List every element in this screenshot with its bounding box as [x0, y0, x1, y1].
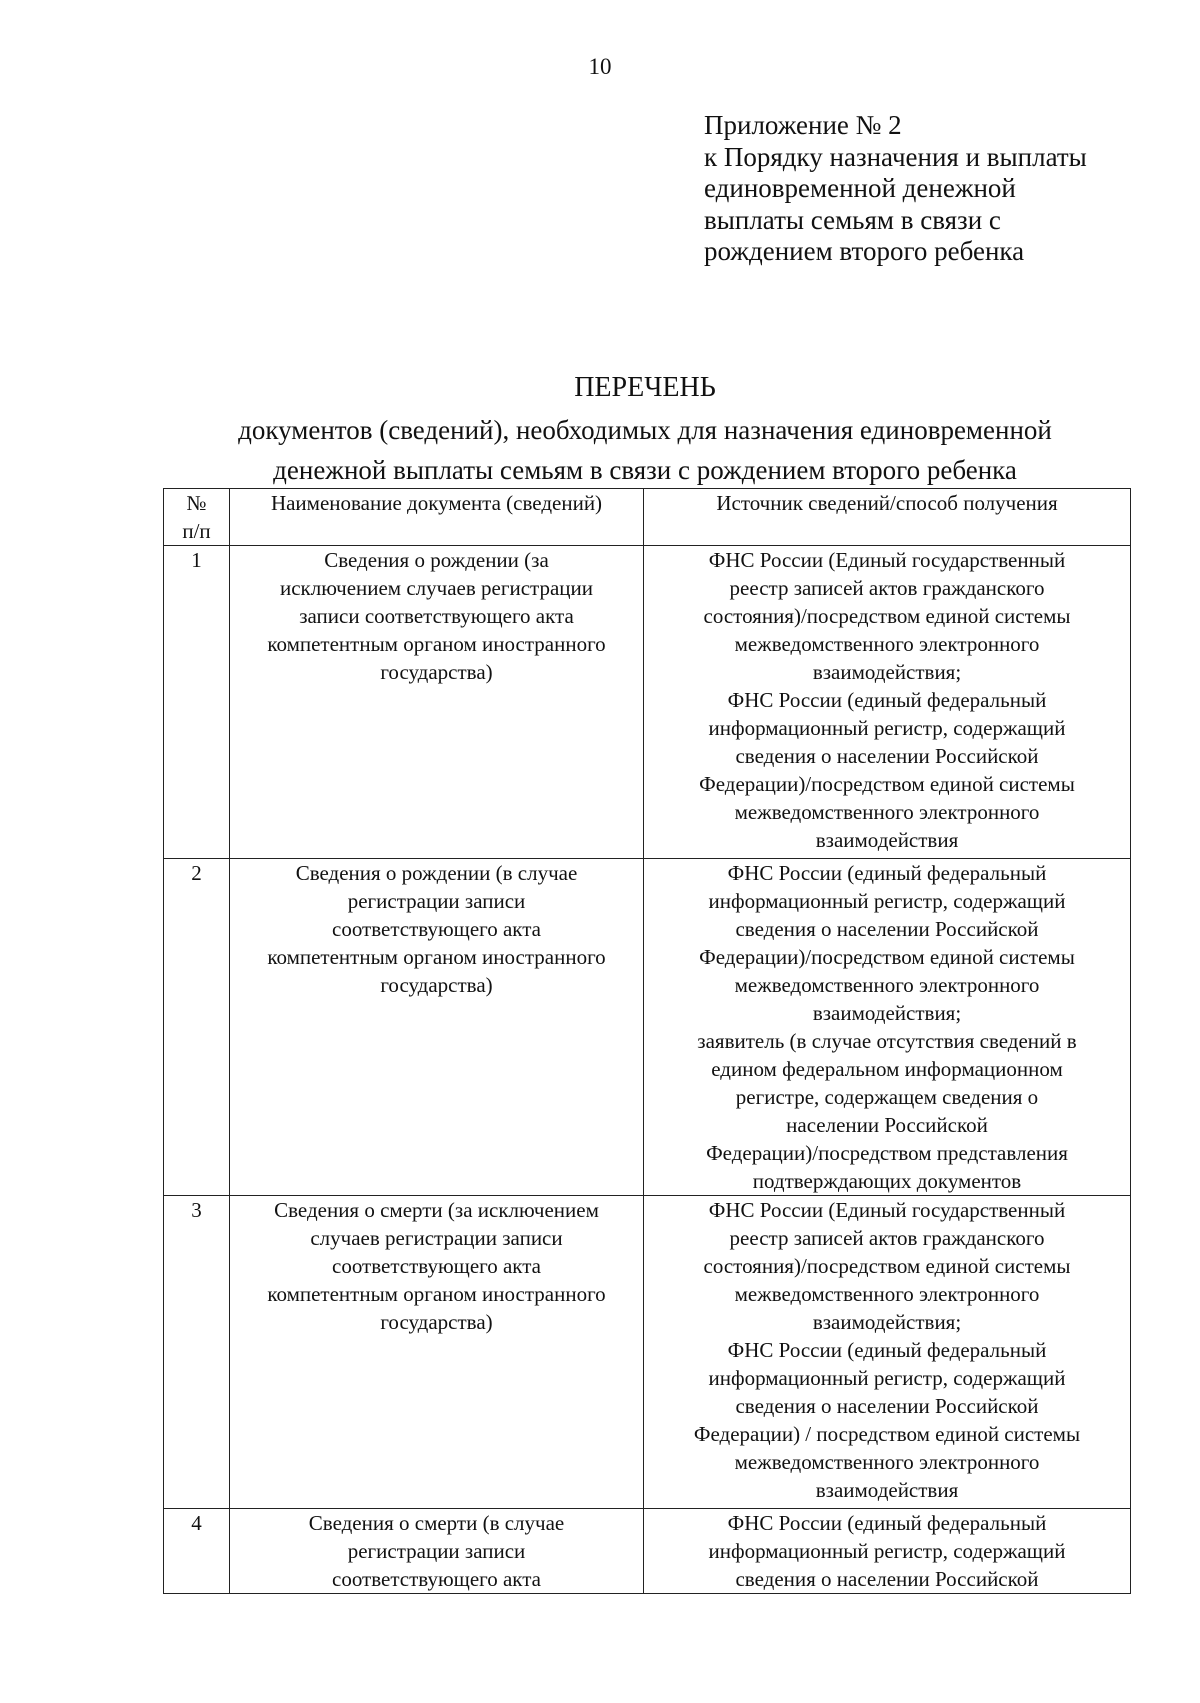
- header-num-line: №: [186, 491, 207, 515]
- document-name-line: государства): [380, 1310, 493, 1334]
- source-line: взаимодействия: [815, 1478, 959, 1502]
- subtitle-line: документов (сведений), необходимых для назначения единовременной: [238, 415, 1052, 445]
- document-name-line: соответствующего акта: [332, 1254, 541, 1278]
- cell-document-name: [230, 859, 644, 1196]
- cell-num: [164, 1509, 230, 1594]
- source-line: ФНС России (единый федеральный: [727, 861, 1047, 885]
- source-line: информационный регистр, содержащий: [708, 1539, 1066, 1563]
- table-row: [164, 1196, 1131, 1509]
- header-num: [164, 489, 230, 546]
- row-number: 3: [191, 1198, 202, 1222]
- source-line: информационный регистр, содержащий: [708, 1366, 1066, 1390]
- cell-num: [164, 1196, 230, 1509]
- document-name-line: компетентным органом иностранного: [267, 632, 606, 656]
- source-line: межведомственного электронного: [734, 800, 1040, 824]
- source-line: сведения о населении Российской: [735, 1567, 1039, 1591]
- header-name-line: Наименование документа (сведений): [270, 491, 603, 515]
- appendix-line: к Порядку назначения и выплаты: [704, 141, 1087, 172]
- source-line: информационный регистр, содержащий: [708, 889, 1066, 913]
- table-row: [164, 546, 1131, 859]
- document-name-line: соответствующего акта: [332, 1567, 541, 1591]
- row-number: 2: [191, 861, 202, 885]
- row-number: 4: [191, 1511, 202, 1535]
- document-name-line: компетентным органом иностранного: [267, 945, 606, 969]
- appendix-line: единовременной денежной: [704, 173, 1016, 203]
- source-line: ФНС России (единый федеральный: [727, 1338, 1047, 1362]
- appendix-note: [704, 110, 1174, 268]
- source-line: реестр записей актов гражданского: [729, 1226, 1045, 1250]
- document-name-line: Сведения о смерти (за исключением: [274, 1198, 599, 1222]
- source-line: ФНС России (Единый государственный: [708, 548, 1066, 572]
- header-name: [230, 489, 644, 546]
- source-line: информационный регистр, содержащий: [708, 716, 1066, 740]
- document-name-line: регистрации записи: [347, 1539, 526, 1563]
- document-name-line: исключением случаев регистрации: [280, 576, 593, 600]
- document-name-line: государства): [380, 660, 493, 684]
- appendix-line: выплаты семьям в связи с: [704, 204, 1001, 235]
- document-name-line: государства): [380, 973, 493, 997]
- header-num-line: п/п: [182, 519, 211, 543]
- appendix-line: рождением второго ребенка: [704, 236, 1025, 266]
- subtitle-line: денежной выплаты семьям в связи с рождением второго ребенка: [273, 455, 1017, 485]
- source-line: межведомственного электронного: [734, 973, 1040, 997]
- source-line: Федерации) / посредством единой системы: [693, 1422, 1081, 1446]
- header-source-line: Источник сведений/способ получения: [716, 491, 1058, 515]
- header-source: [644, 489, 1131, 546]
- source-line: межведомственного электронного: [734, 1282, 1040, 1306]
- source-line: ФНС России (единый федеральный: [727, 688, 1047, 712]
- document-name-line: Сведения о рождении (за: [324, 548, 549, 572]
- source-line: взаимодействия;: [812, 1001, 962, 1025]
- document-name-line: случаев регистрации записи: [310, 1226, 563, 1250]
- documents-table: [163, 488, 1131, 1594]
- source-line: регистре, содержащем сведения о: [735, 1085, 1039, 1109]
- source-line: Федерации)/посредством единой системы: [699, 772, 1075, 796]
- source-line: едином федеральном информационном: [711, 1057, 1063, 1081]
- source-line: Федерации)/посредством представления: [706, 1141, 1068, 1165]
- source-line: межведомственного электронного: [734, 1450, 1040, 1474]
- appendix-line: Приложение № 2: [704, 110, 902, 140]
- cell-source: [644, 546, 1131, 859]
- source-line: Федерации)/посредством единой системы: [699, 945, 1075, 969]
- document-name-line: записи соответствующего акта: [299, 604, 574, 628]
- cell-num: [164, 859, 230, 1196]
- source-line: сведения о населении Российской: [735, 744, 1039, 768]
- source-line: взаимодействия;: [812, 660, 962, 684]
- cell-document-name: [230, 1509, 644, 1594]
- source-line: подтверждающих документов: [752, 1169, 1022, 1193]
- source-line: ФНС России (единый федеральный: [727, 1511, 1047, 1535]
- table-header-row: [164, 489, 1131, 546]
- document-title: ПЕРЕЧЕНЬ: [574, 372, 716, 403]
- cell-document-name: [230, 1196, 644, 1509]
- source-line: взаимодействия: [815, 828, 959, 852]
- source-line: сведения о населении Российской: [735, 917, 1039, 941]
- source-line: взаимодействия;: [812, 1310, 962, 1334]
- table-row: [164, 1509, 1131, 1594]
- row-number: 1: [191, 548, 202, 572]
- document-name-line: соответствующего акта: [332, 917, 541, 941]
- table-body: [164, 546, 1131, 1594]
- source-line: состояния)/посредством единой системы: [703, 604, 1071, 628]
- cell-source: [644, 859, 1131, 1196]
- document-name-line: регистрации записи: [347, 889, 526, 913]
- document-name-line: Сведения о смерти (в случае: [308, 1511, 565, 1535]
- cell-num: [164, 546, 230, 859]
- source-line: межведомственного электронного: [734, 632, 1040, 656]
- document-name-line: компетентным органом иностранного: [267, 1282, 606, 1306]
- source-line: состояния)/посредством единой системы: [703, 1254, 1071, 1278]
- source-line: реестр записей актов гражданского: [729, 576, 1045, 600]
- cell-document-name: [230, 546, 644, 859]
- cell-source: [644, 1196, 1131, 1509]
- document-subtitle: [150, 410, 1140, 490]
- source-line: ФНС России (Единый государственный: [708, 1198, 1066, 1222]
- source-line: сведения о населении Российской: [735, 1394, 1039, 1418]
- source-line: заявитель (в случае отсутствия сведений в: [697, 1029, 1077, 1053]
- source-line: населении Российской: [786, 1113, 988, 1137]
- cell-source: [644, 1509, 1131, 1594]
- page-number: 10: [588, 54, 612, 79]
- document-name-line: Сведения о рождении (в случае: [295, 861, 578, 885]
- table-row: [164, 859, 1131, 1196]
